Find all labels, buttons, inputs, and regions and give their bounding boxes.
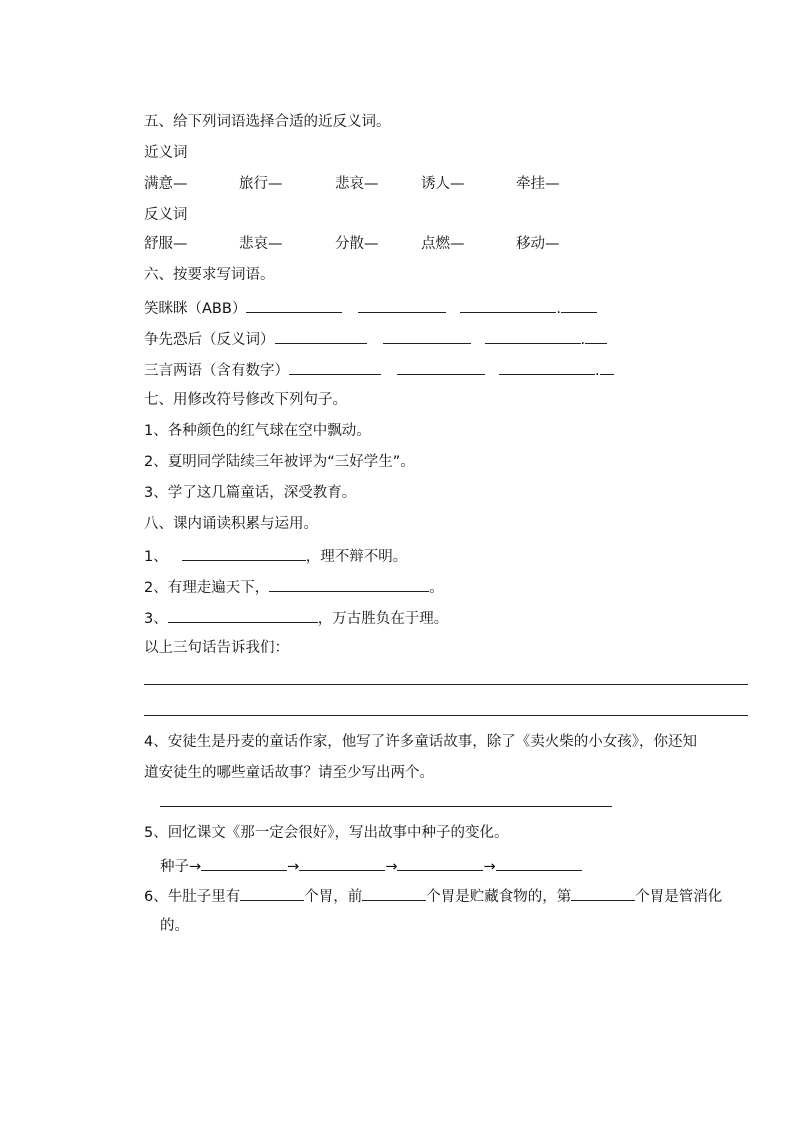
answer-blank[interactable] (485, 328, 581, 344)
q2-suffix: 。 (429, 580, 444, 596)
synonym-label: 近义词 (144, 145, 188, 161)
answer-blank[interactable] (275, 328, 367, 344)
answer-blank[interactable] (201, 855, 287, 871)
dot: . (595, 363, 600, 379)
q4-line2: 道安徒生的哪些童话故事？请至少写出两个。 (144, 765, 434, 781)
recitation-q3 (144, 607, 448, 629)
answer-line[interactable] (160, 806, 612, 807)
q3-prefix: 3、 (144, 611, 168, 627)
section6-title: 六、按要求写词语。 (144, 267, 275, 283)
q6-part2: 个胃，前 (304, 889, 363, 905)
answer-blank[interactable] (383, 328, 471, 344)
antonym-word: 分散— (335, 236, 379, 252)
arrow-icon: → (287, 859, 300, 875)
synonym-word: 悲哀— (335, 176, 379, 192)
synonym-word: 满意— (144, 176, 188, 192)
antonym-label: 反义词 (144, 207, 188, 223)
section5-title: 五、给下列词语选择合适的近反义词。 (144, 114, 391, 130)
item-label: 争先恐后（反义词） (144, 332, 275, 348)
recitation-q1 (144, 545, 407, 567)
q6-part1: 6、牛肚子里有 (144, 889, 241, 905)
answer-blank[interactable] (499, 359, 595, 375)
antonym-word: 舒服— (144, 236, 188, 252)
answer-blank[interactable] (600, 359, 614, 375)
synonym-word: 旅行— (239, 176, 283, 192)
word-item-abb (144, 297, 597, 319)
arrow-icon: → (483, 859, 496, 875)
answer-blank[interactable] (182, 545, 306, 561)
q6-part4: 个胃是管消化 (635, 889, 723, 905)
answer-blank[interactable] (240, 885, 304, 901)
answer-blank[interactable] (362, 885, 426, 901)
antonym-word: 移动— (516, 236, 560, 252)
answer-blank[interactable] (358, 297, 446, 313)
answer-blank[interactable] (397, 359, 485, 375)
dot: . (556, 301, 561, 317)
answer-line[interactable] (144, 684, 748, 685)
q6-part3: 个胃是贮藏食物的，第 (426, 889, 572, 905)
answer-blank[interactable] (289, 359, 381, 375)
sentence-item: 3、学了这几篇童话，深受教育。 (144, 485, 357, 501)
answer-blank[interactable] (269, 576, 429, 592)
answer-blank[interactable] (496, 855, 582, 871)
word-item-antonym (144, 328, 607, 350)
q1-suffix: ，理不辩不明。 (305, 549, 408, 565)
sentence-item: 2、夏明同学陆续三年被评为“三好学生”。 (144, 454, 415, 470)
q1-prefix: 1、 (144, 549, 168, 565)
answer-blank[interactable] (571, 885, 635, 901)
q5-text: 5、回忆课文《那一定会很好》，写出故事中种子的变化。 (144, 825, 509, 841)
recitation-q2 (144, 576, 444, 598)
answer-blank[interactable] (397, 855, 483, 871)
q6-line2: 的。 (160, 918, 189, 934)
antonym-word: 点燃— (421, 236, 465, 252)
word-item-number (144, 359, 614, 381)
answer-blank[interactable] (460, 297, 556, 313)
seed-label: 种子 (160, 859, 189, 875)
q2-prefix: 2、有理走遍天下， (144, 580, 270, 596)
answer-line[interactable] (144, 715, 748, 716)
section8-title: 八、课内诵读积累与运用。 (144, 516, 318, 532)
sentence-item: 1、各种颜色的红气球在空中飘动。 (144, 423, 371, 439)
synonym-word: 牵挂— (516, 176, 560, 192)
dot: . (580, 332, 586, 348)
answer-blank[interactable] (168, 607, 318, 623)
q4-line1: 4、安徒生是丹麦的童话作家，他写了许多童话故事，除了《卖火柴的小女孩》，你还知 (144, 734, 697, 750)
answer-blank[interactable] (585, 328, 607, 344)
arrow-icon: → (189, 859, 202, 875)
q3-suffix: ，万古胜负在于理。 (317, 611, 449, 627)
item-label: 三言两语（含有数字） (144, 363, 289, 379)
synonym-word: 诱人— (421, 176, 465, 192)
seed-chain (160, 855, 582, 877)
summary-prompt: 以上三句话告诉我们： (144, 640, 289, 656)
answer-blank[interactable] (561, 297, 597, 313)
q6-line1 (144, 885, 722, 907)
answer-blank[interactable] (246, 297, 342, 313)
antonym-word: 悲哀— (239, 236, 283, 252)
section7-title: 七、用修改符号修改下列句子。 (144, 392, 347, 408)
item-label: 笑眯眯（ABB） (144, 301, 247, 317)
arrow-icon: → (385, 859, 398, 875)
answer-blank[interactable] (299, 855, 385, 871)
